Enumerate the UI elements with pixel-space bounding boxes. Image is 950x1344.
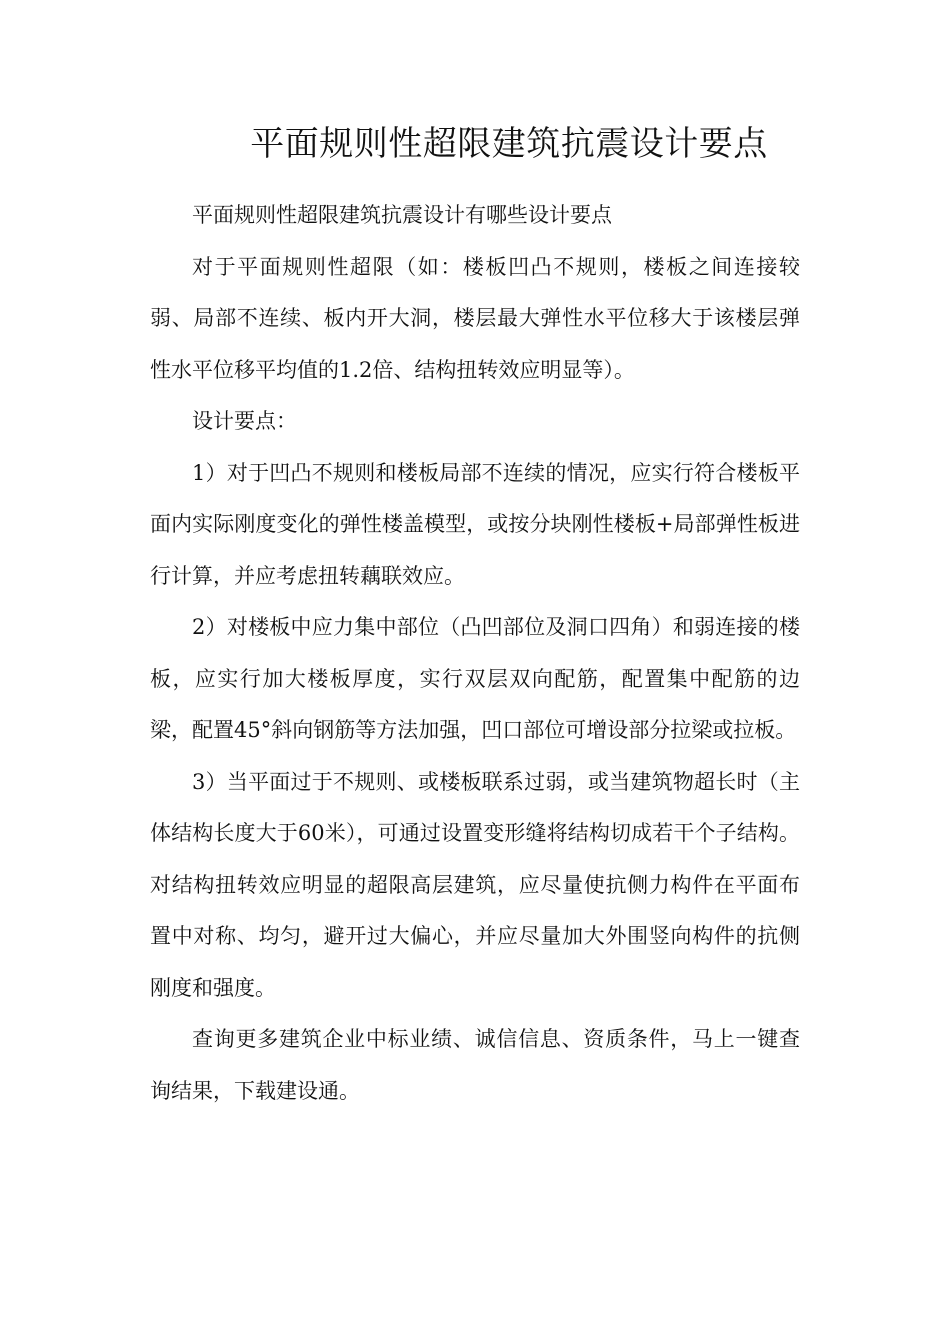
paragraph-point-2: 2）对楼板中应力集中部位（凸凹部位及洞口四角）和弱连接的楼板，应实行加大楼板厚度，实行双层双向配筋，配置集中配筋的边梁，配置45°斜向钢筋等方法加强，凹口部位可增设部分拉梁或拉板。: [150, 615, 800, 742]
document-body: [150, 190, 800, 1117]
paragraph-point-1: 1）对于凹凸不规则和楼板局部不连续的情况，应实行符合楼板平面内实际刚度变化的弹性楼盖模型，或按分块刚性楼板+局部弹性板进行计算，并应考虑扭转藕联效应。: [150, 460, 800, 588]
paragraph-design-points-heading: 设计要点：: [192, 409, 297, 433]
paragraph-point-3: 3）当平面过于不规则、或楼板联系过弱，或当建筑物超长时（主体结构长度大于60米），可通过设置变形缝将结构切成若干个子结构。对结构扭转效应明显的超限高层建筑，应尽量使抗侧力构件在平面布置中对称、均匀，避开过大偏心，并应尽量加大外围竖向构件的抗侧刚度和强度。: [150, 769, 800, 1000]
paragraph-definition: 对于平面规则性超限（如：楼板凹凸不规则，楼板之间连接较弱、局部不连续、板内开大洞，楼层最大弹性水平位移大于该楼层弹性水平位移平均值的1.2倍、结构扭转效应明显等）。: [150, 254, 800, 382]
paragraph-footer-promo: 查询更多建筑企业中标业绩、诚信信息、资质条件，马上一键查询结果，下载建设通。: [150, 1027, 800, 1103]
document-title: 平面规则性超限建筑抗震设计要点: [250, 124, 768, 164]
paragraph-intro: 平面规则性超限建筑抗震设计有哪些设计要点: [192, 203, 612, 227]
